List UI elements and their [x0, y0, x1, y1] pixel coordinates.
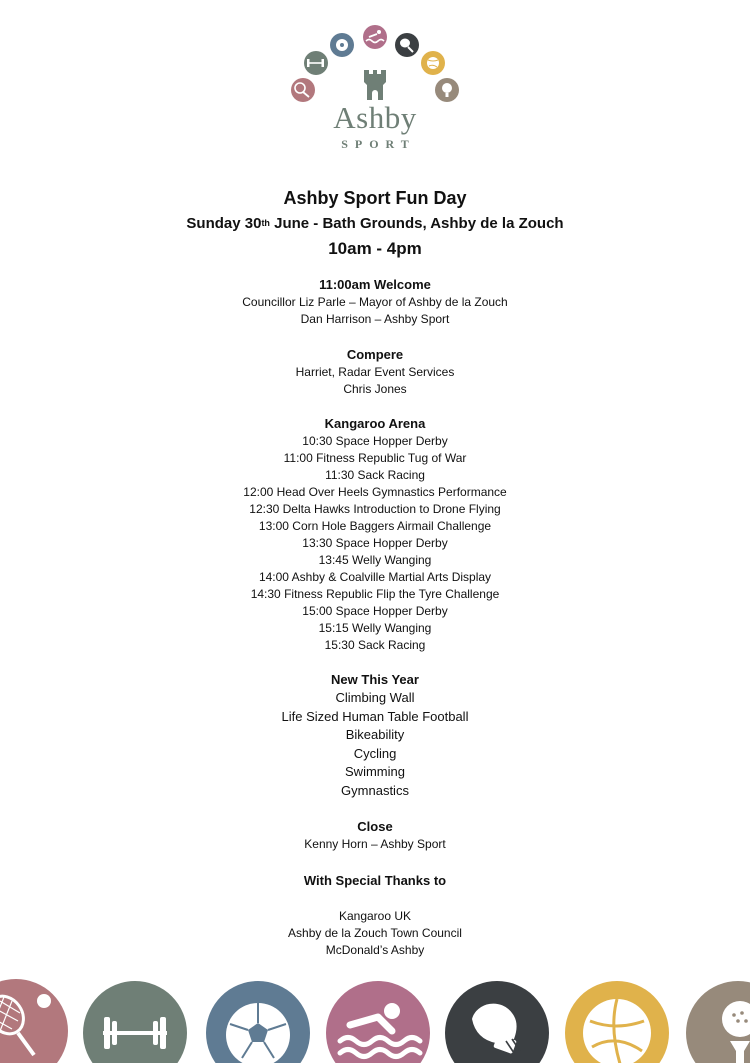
arena-schedule-item: 11:00 Fitness Republic Tug of War: [283, 451, 467, 465]
new-activity-item: Gymnastics: [341, 782, 409, 798]
new-activity-item: Life Sized Human Table Football: [281, 708, 469, 724]
arena-heading: Kangaroo Arena: [324, 416, 426, 431]
golf-icon: [686, 981, 750, 1063]
compere-line: Harriet, Radar Event Services: [295, 365, 455, 379]
racket-icon: [0, 979, 68, 1063]
new-this-year-heading: New This Year: [331, 672, 419, 687]
event-time: 10am - 4pm: [328, 239, 422, 258]
logo-wordmark: Ashby: [333, 100, 417, 135]
arena-schedule-item: 14:30 Fitness Republic Flip the Tyre Challenge: [250, 587, 500, 601]
thanks-line: Ashby de la Zouch Town Council: [288, 926, 462, 940]
arena-schedule-item: 15:00 Space Hopper Derby: [302, 604, 448, 618]
logo-subtitle: SPORT: [341, 137, 416, 151]
arena-schedule-item: 15:30 Sack Racing: [324, 638, 426, 652]
arena-schedule-item: 13:45 Welly Wanging: [318, 553, 432, 567]
arena-schedule-item: 14:00 Ashby & Coalville Martial Arts Display: [258, 570, 492, 584]
new-activity-item: Bikeability: [345, 727, 405, 742]
event-date-rest: June - Bath Grounds, Ashby de la Zouch: [269, 215, 564, 232]
welcome-section: [0, 276, 750, 328]
swimming-icon: [363, 25, 387, 49]
logo-graphic: [0, 0, 750, 160]
compere-section: [0, 346, 750, 398]
arena-schedule-item: 13:00 Corn Hole Baggers Airmail Challenge: [258, 519, 492, 533]
welcome-heading: 11:00am Welcome: [319, 277, 431, 292]
arena-schedule-item: 11:30 Sack Racing: [325, 468, 425, 482]
new-activity-item: Swimming: [345, 764, 405, 779]
dumbbell-icon: [83, 981, 187, 1063]
sport-icon-row: [0, 975, 750, 1063]
thanks-section: [0, 872, 750, 890]
new-activity-item: Climbing Wall: [335, 690, 415, 705]
arena-schedule-item: 13:30 Space Hopper Derby: [302, 536, 448, 550]
golf-icon: [435, 78, 459, 102]
thanks-line: Kangaroo UK: [338, 909, 412, 923]
arena-schedule-item: 12:00 Head Over Heels Gymnastics Performance: [243, 485, 507, 499]
thanks-line: McDonald’s Ashby: [325, 943, 425, 957]
event-title: Ashby Sport Fun Day: [283, 188, 467, 208]
boxing-icon: [445, 981, 549, 1063]
compere-line: Chris Jones: [343, 382, 407, 396]
new-activity-item: Cycling: [353, 745, 397, 761]
arena-section: [0, 415, 750, 654]
swimming-icon: [326, 981, 430, 1063]
compere-heading: Compere: [346, 347, 404, 362]
boxing-icon: [395, 33, 419, 57]
volleyball-icon: [565, 981, 669, 1063]
arena-schedule-item: 10:30 Space Hopper Derby: [302, 434, 448, 448]
racket-icon: [291, 78, 315, 102]
event-date-suffix: th: [261, 218, 270, 228]
sport-icon-row-graphic: [0, 975, 750, 1063]
ashby-sport-logo: [0, 0, 750, 160]
event-date-location: [0, 215, 750, 232]
welcome-line: Dan Harrison – Ashby Sport: [300, 312, 450, 326]
football-icon: [206, 981, 310, 1063]
arena-schedule-item: 15:15 Welly Wanging: [318, 621, 432, 635]
new-this-year-section: [0, 671, 750, 800]
dumbbell-icon: [304, 51, 328, 75]
volleyball-icon: [421, 51, 445, 75]
football-icon: [330, 33, 354, 57]
close-heading: Close: [357, 819, 393, 834]
event-date-day: Sunday 30: [186, 215, 262, 232]
close-line: Kenny Horn – Ashby Sport: [304, 837, 446, 851]
close-section: [0, 818, 750, 853]
arena-schedule-item: 12:30 Delta Hawks Introduction to Drone Flying: [249, 502, 501, 516]
castle-icon: [364, 70, 386, 100]
thanks-heading: With Special Thanks to: [303, 873, 447, 888]
thanks-list: [0, 908, 750, 959]
welcome-line: Councillor Liz Parle – Mayor of Ashby de la Zouch: [242, 295, 508, 309]
